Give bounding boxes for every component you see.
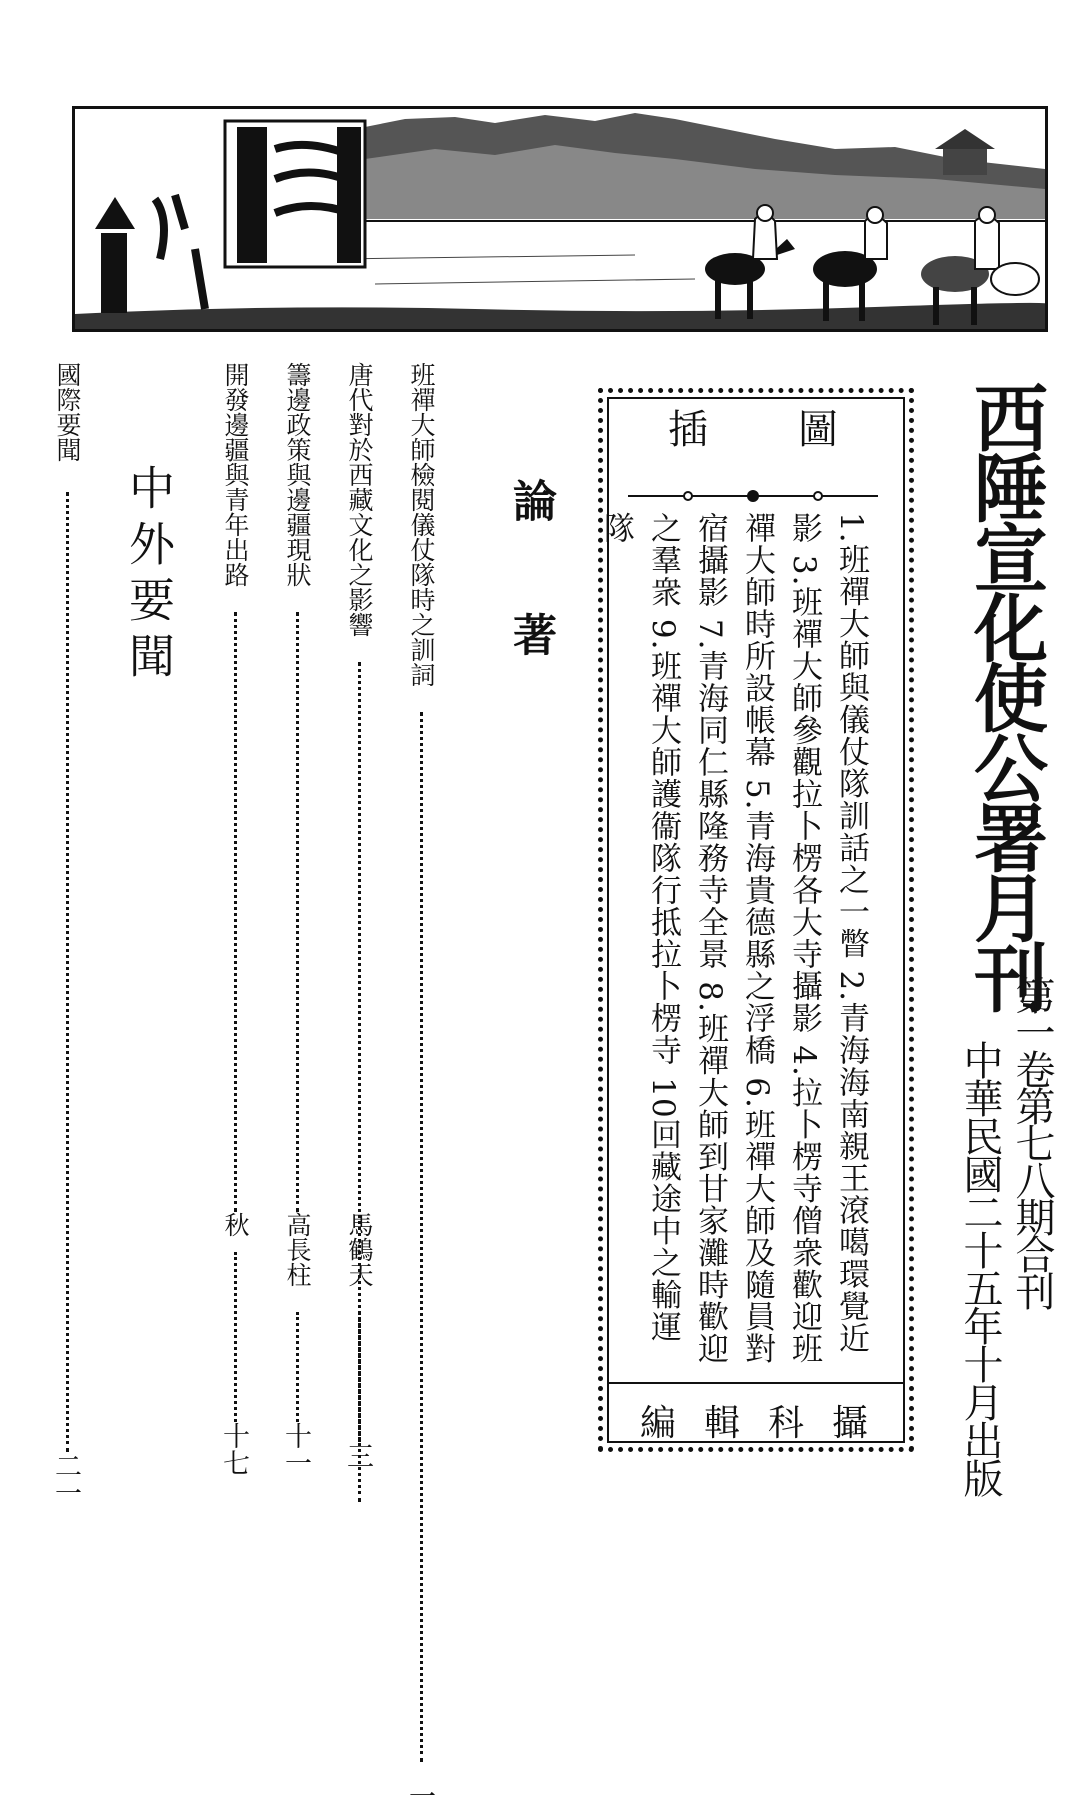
toc-entry-page: 十七 — [218, 1422, 249, 1476]
illustration-item: 4.拉卜楞寺僧衆歡迎班禪大師時所設帳幕 — [739, 512, 822, 1365]
masthead-banner — [72, 106, 1048, 332]
illustration-item: 7.青海同仁縣隆務寺全景 — [692, 618, 728, 971]
journal-title: 西陲宣化使公署月刊 — [962, 380, 1048, 1010]
leader-dots — [234, 1252, 237, 1422]
toc-entry-title[interactable]: 班禪大師檢閱儀仗隊時之訓詞 — [407, 362, 436, 687]
leader-dots — [420, 712, 423, 1762]
leader-dots — [234, 612, 237, 1212]
illustration-item: 8.班禪大師到甘家灘時歡迎之羣衆 — [645, 512, 728, 1365]
toc-entry[interactable] — [280, 362, 316, 1476]
ornament-divider — [628, 488, 878, 504]
toc-entry-title[interactable]: 國際要聞 — [53, 362, 82, 462]
toc-entry-title[interactable]: 開發邊疆與青年出路 — [221, 362, 250, 587]
leader-dots — [296, 1312, 299, 1422]
toc-entry-title[interactable]: 籌邊政策與邊疆現狀 — [283, 362, 312, 587]
illustration-item: 10回藏途中之輸運隊 — [598, 512, 681, 1343]
banner-illustration — [75, 109, 1045, 329]
toc-entry[interactable] — [342, 362, 378, 1472]
editor-credit: 編輯科攝 — [640, 1403, 897, 1444]
publication-date: 中華民國二十五年十月出版 — [957, 1040, 1003, 1496]
illustration-item: 2.青海海南親王滾噶環覺近影 — [786, 512, 869, 1355]
illustration-item: 9.班禪大師護衞隊行抵拉卜楞寺 — [645, 618, 681, 1067]
illustration-item: 6.班禪大師及隨員對宿攝影 — [692, 512, 775, 1365]
illustration-item: 5.青海貴德縣之浮橋 — [739, 778, 775, 1067]
illustration-item: 3.班禪大師參觀拉卜楞各大寺攝影 — [786, 554, 822, 1035]
toc-entry-page: 二一 — [50, 1452, 81, 1506]
toc-entry-author: 秋 — [221, 1212, 250, 1237]
toc-entry-page: 十一 — [280, 1422, 311, 1476]
leader-dots — [66, 492, 69, 1452]
section-heading-news: 中外要聞 — [122, 464, 176, 688]
leader-dots — [358, 1312, 361, 1442]
section-heading-essays: 論著 — [505, 478, 556, 746]
toc-entry[interactable] — [218, 362, 254, 1476]
issue-number: 第一卷第七八期合刊 — [1009, 975, 1055, 1308]
toc-entry-author: 馬鶴天 — [345, 1212, 374, 1287]
illustration-item: 1.班禪大師與儀仗隊訓話之一瞥 — [833, 512, 869, 960]
toc-entry[interactable] — [50, 362, 86, 1506]
toc-entry[interactable] — [404, 362, 440, 1809]
toc-entry-page: 一 — [404, 1782, 435, 1809]
leader-dots — [296, 612, 299, 1212]
editor-divider — [608, 1382, 904, 1384]
toc-entry-title[interactable]: 唐代對於西藏文化之影響 — [345, 362, 374, 637]
toc-entry-author: 高長柱 — [283, 1212, 312, 1287]
toc-entry-page: 三 — [342, 1442, 373, 1469]
illustrations-list — [598, 512, 874, 1372]
illustrations-heading: 插圖 — [668, 407, 928, 453]
